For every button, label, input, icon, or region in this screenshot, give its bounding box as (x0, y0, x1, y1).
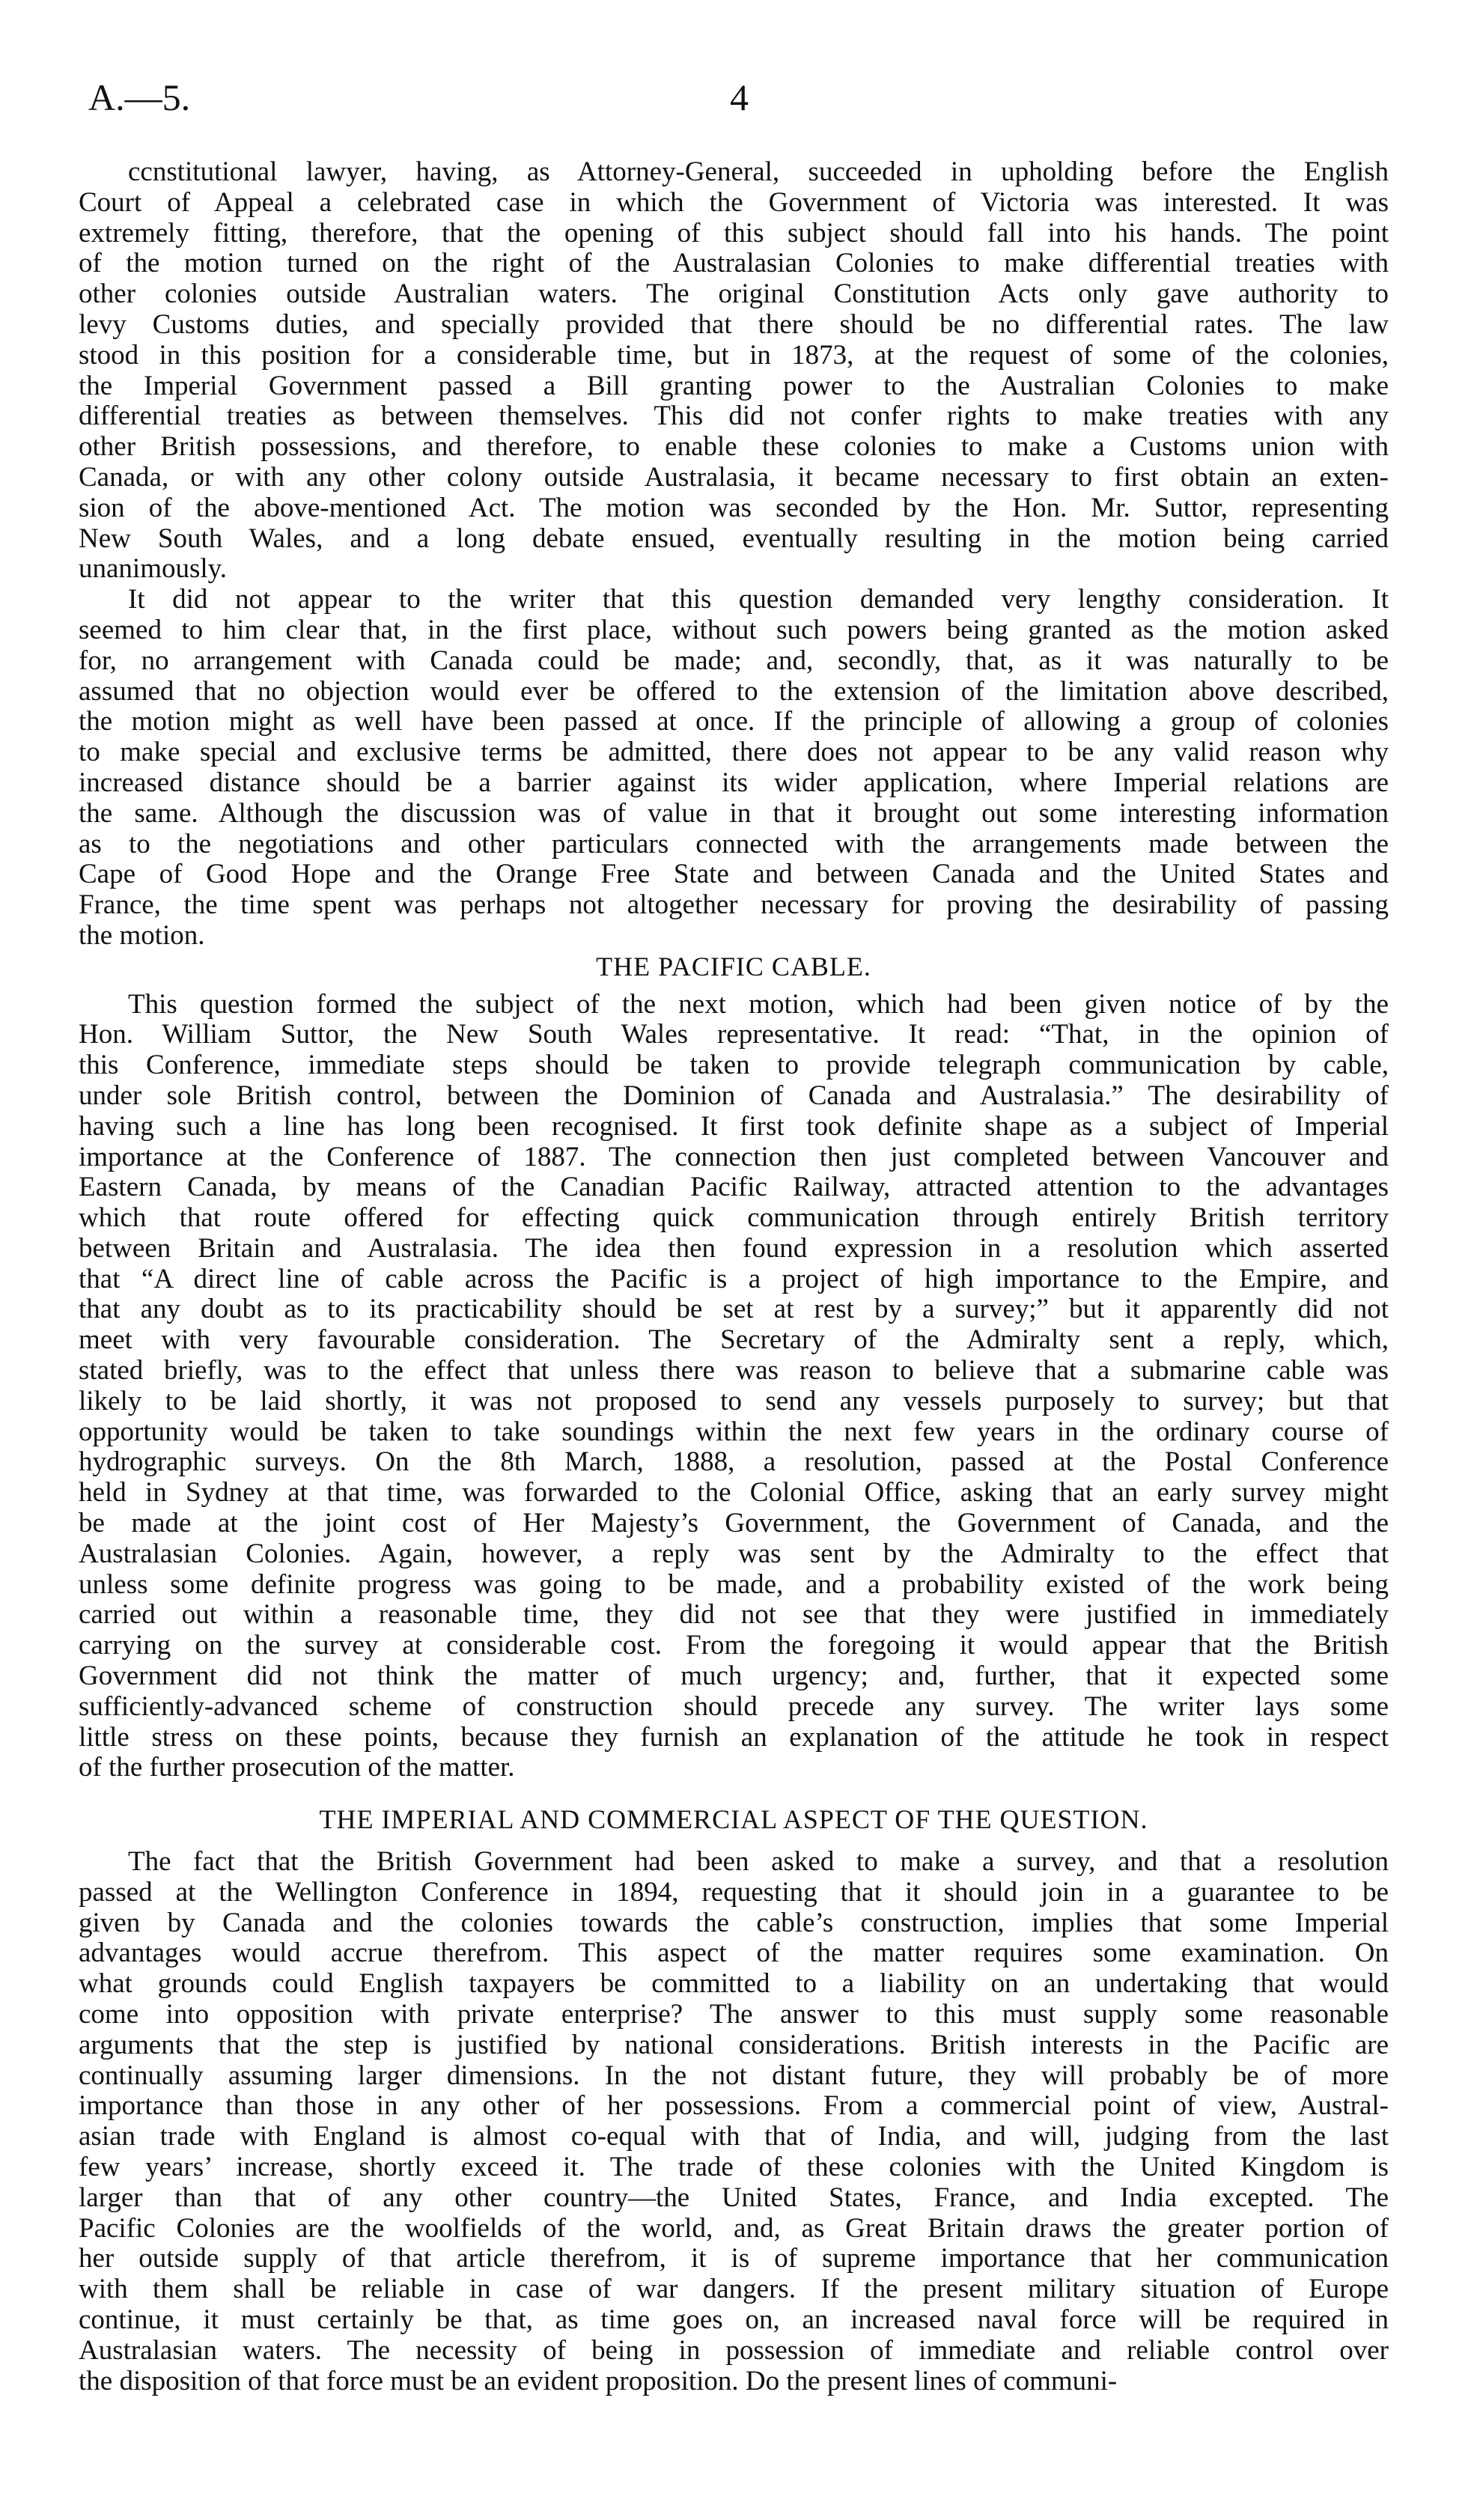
text-line: between Britain and Australasia. The idea then found expression in a resolution which asserted (79, 1232, 1389, 1264)
text-line: Government did not think the matter of much urgency; and, further, that it expected some (79, 1661, 1389, 1692)
text-line: Eastern Canada, by means of the Canadian Pacific Railway, attracted attention to the advantages (79, 1172, 1389, 1203)
text-line: come into opposition with private enterprise? The answer to this must supply some reasonable (79, 1999, 1389, 2030)
text-line: New South Wales, and a long debate ensued, eventually resulting in the motion being carried (79, 523, 1389, 554)
text-line: her outside supply of that article therefrom, it is of supreme importance that her communication (79, 2243, 1389, 2274)
text-line: that any doubt as to its practicability should be set at rest by a survey;” but it apparently did not (79, 1294, 1389, 1325)
section-intro (79, 157, 1389, 952)
text-line: differential treaties as between themselves. This did not confer rights to make treaties with any (79, 401, 1389, 432)
text-line: meet with very favourable consideration. The Secretary of the Admiralty sent a reply, which, (79, 1324, 1389, 1356)
text-line: the motion. (79, 919, 205, 951)
text-line: This question formed the subject of the next motion, which had been given notice of by the (128, 988, 1389, 1020)
text-line: that “A direct line of cable across the Pacific is a project of high importance to the Empire, and (79, 1263, 1389, 1294)
text-line: as to the negotiations and other particulars connected with the arrangements made between the (79, 828, 1389, 859)
text-line: to make special and exclusive terms be admitted, there does not appear to be any valid reason why (79, 737, 1389, 768)
text-line: ccnstitutional lawyer, having, as Attorney-General, succeeded in upholding before the English (128, 156, 1389, 187)
text-line: extremely fitting, therefore, that the opening of this subject should fall into his hands. The point (79, 217, 1389, 249)
text-line: the same. Although the discussion was of value in that it brought out some interesting information (79, 797, 1389, 829)
section-heading-pacific-cable: THE PACIFIC CABLE. (596, 951, 871, 981)
text-line: increased distance should be a barrier against its wider application, where Imperial relations are (79, 767, 1389, 798)
text-line: held in Sydney at that time, was forwarded to the Colonial Office, asking that an early survey might (79, 1477, 1389, 1509)
text-line: other colonies outside Australian waters. The original Constitution Acts only gave authority to (79, 279, 1389, 310)
section-pacific-cable (79, 990, 1389, 1784)
document-reference: A.—5. (88, 76, 191, 118)
paragraph (79, 585, 1389, 952)
text-line: stood in this position for a considerable time, but in 1873, at the request of some of the colonies, (79, 339, 1389, 371)
text-line: the motion might as well have been passed at once. If the principle of allowing a group of colonies (79, 706, 1389, 737)
text-line: sion of the above-mentioned Act. The motion was seconded by the Hon. Mr. Suttor, representing (79, 492, 1389, 523)
text-line: having such a line has long been recognised. It first took definite shape as a subject of Imperial (79, 1110, 1389, 1142)
text-line: importance than those in any other of her possessions. From a commercial point of view, Austral- (79, 2090, 1389, 2122)
text-line: France, the time spent was perhaps not altogether necessary for proving the desirability of passing (79, 889, 1389, 921)
text-line: Pacific Colonies are the woolfields of the world, and, as Great Britain draws the greater portion of (79, 2212, 1389, 2244)
page-number: 4 (730, 76, 749, 118)
section-heading-imperial-commercial-aspect: THE IMPERIAL AND COMMERCIAL ASPECT OF THE QUESTION. (319, 1804, 1148, 1835)
text-line: It did not appear to the writer that this question demanded very lengthy consideration. It (128, 584, 1389, 615)
text-line: unless some definite progress was going to be made, and a probability existed of the work being (79, 1568, 1389, 1600)
text-line: carried out within a reasonable time, they did not see that they were justified in immediately (79, 1599, 1389, 1631)
paragraph (79, 1847, 1389, 2396)
text-line: The fact that the British Government had been asked to make a survey, and that a resolution (128, 1846, 1389, 1878)
text-line: seemed to him clear that, in the first place, without such powers being granted as the motion asked (79, 614, 1389, 645)
document-body (79, 157, 1389, 2396)
text-line: Court of Appeal a celebrated case in which the Government of Victoria was interested. It was (79, 186, 1389, 218)
text-line: of the further prosecution of the matter. (79, 1752, 515, 1783)
text-line: Hon. William Suttor, the New South Wales representative. It read: “That, in the opinion of (79, 1019, 1389, 1050)
text-line: Australasian waters. The necessity of being in possession of immediate and reliable control over (79, 2334, 1389, 2366)
text-line: for, no arrangement with Canada could be made; and, secondly, that, as it was naturally to be (79, 645, 1389, 676)
text-line: opportunity would be taken to take soundings within the next few years in the ordinary course of (79, 1416, 1389, 1447)
text-line: little stress on these points, because they furnish an explanation of the attitude he took in respect (79, 1721, 1389, 1753)
text-line: stated briefly, was to the effect that unless there was reason to believe that a submarine cable was (79, 1355, 1389, 1387)
section-imperial-commercial-aspect (79, 1847, 1389, 2396)
text-line: assumed that no objection would ever be offered to the extension of the limitation above described, (79, 675, 1389, 707)
text-line: the Imperial Government passed a Bill granting power to the Australian Colonies to make (79, 370, 1389, 401)
text-line: under sole British control, between the Dominion of Canada and Australasia.” The desirability of (79, 1080, 1389, 1111)
paragraph (79, 157, 1389, 585)
text-line: the disposition of that force must be an evident proposition. Do the present lines of communi- (79, 2365, 1118, 2396)
text-line: what grounds could English taxpayers be committed to a liability on an undertaking that would (79, 1968, 1389, 2000)
text-line: advantages would accrue therefrom. This aspect of the matter requires some examination. On (79, 1938, 1389, 1969)
text-line: which that route offered for effecting quick communication through entirely British territory (79, 1202, 1389, 1234)
text-line: arguments that the step is justified by national considerations. British interests in the Pacific are (79, 2029, 1389, 2060)
text-line: given by Canada and the colonies towards the cable’s construction, implies that some Imperial (79, 1907, 1389, 1938)
text-line: this Conference, immediate steps should be taken to provide telegraph communication by cable, (79, 1050, 1389, 1081)
text-line: continually assuming larger dimensions. In the not distant future, they will probably be of more (79, 2060, 1389, 2091)
text-line: carrying on the survey at considerable cost. From the foregoing it would appear that the British (79, 1630, 1389, 1661)
text-line: few years’ increase, shortly exceed it. The trade of these colonies with the United Kingdom is (79, 2152, 1389, 2182)
paragraph (79, 990, 1389, 1784)
text-line: hydrographic surveys. On the 8th March, 1888, a resolution, passed at the Postal Conference (79, 1446, 1389, 1478)
text-line: other British possessions, and therefore, to enable these colonies to make a Customs union with (79, 431, 1389, 463)
text-line: of the motion turned on the right of the Australasian Colonies to make differential treaties with (79, 248, 1389, 279)
text-line: passed at the Wellington Conference in 1894, requesting that it should join in a guarantee to be (79, 1876, 1389, 1908)
text-line: Australasian Colonies. Again, however, a reply was sent by the Admiralty to the effect that (79, 1538, 1389, 1569)
text-line: Cape of Good Hope and the Orange Free State and between Canada and the United States and (79, 859, 1389, 890)
text-line: unanimously. (79, 553, 228, 585)
text-line: with them shall be reliable in case of war dangers. If the present military situation of Europe (79, 2274, 1389, 2305)
text-line: be made at the joint cost of Her Majesty’s Government, the Government of Canada, and the (79, 1508, 1389, 1539)
text-line: Canada, or with any other colony outside Australasia, it became necessary to first obtain an exten- (79, 461, 1389, 493)
text-line: larger than that of any other country—the United States, France, and India excepted. The (79, 2182, 1389, 2213)
text-line: likely to be laid shortly, it was not proposed to send any vessels purposely to survey; but that (79, 1385, 1389, 1416)
text-line: asian trade with England is almost co-equal with that of India, and will, judging from the last (79, 2121, 1389, 2152)
text-line: sufficiently-advanced scheme of construction should precede any survey. The writer lays some (79, 1690, 1389, 1722)
text-line: importance at the Conference of 1887. The connection then just completed between Vancouver and (79, 1141, 1389, 1172)
text-line: continue, it must certainly be that, as time goes on, an increased naval force will be required in (79, 2304, 1389, 2335)
text-line: levy Customs duties, and specially provided that there should be no differential rates. The law (79, 308, 1389, 340)
